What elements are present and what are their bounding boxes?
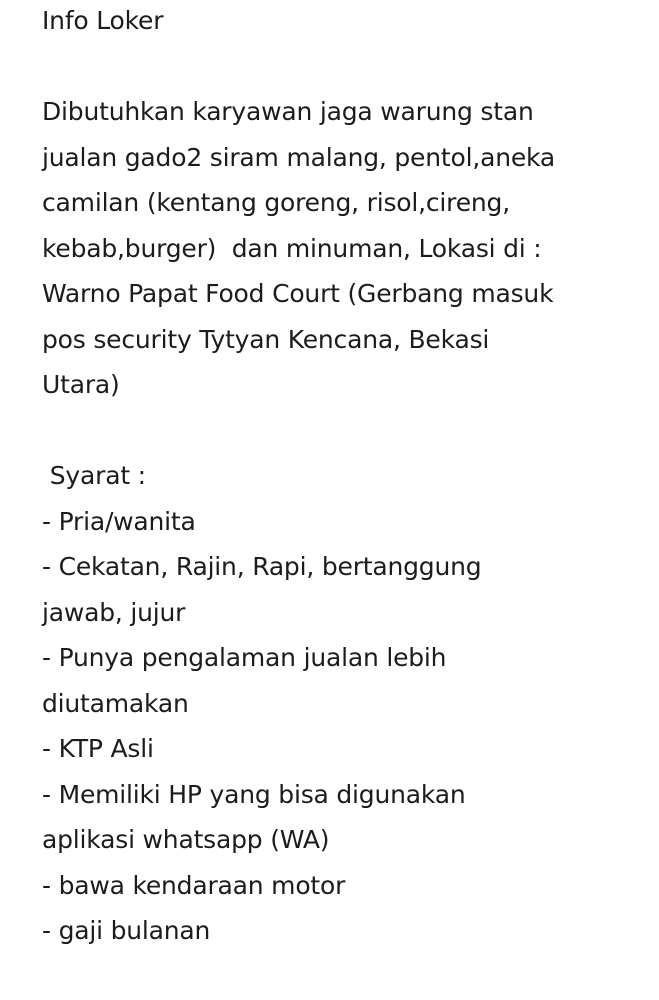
- requirement-line: - bawa kendaraan motor: [42, 870, 346, 900]
- requirements-list: [42, 499, 642, 954]
- description-line: pos security Tytyan Kencana, Bekasi: [42, 324, 490, 354]
- job-info-note: [42, 0, 642, 954]
- requirements-heading: Syarat :: [42, 461, 146, 490]
- blank-line: [42, 408, 642, 454]
- requirement-line: - Memiliki HP yang bisa digunakan: [42, 779, 466, 809]
- requirement-line: aplikasi whatsapp (WA): [42, 825, 330, 854]
- description-block: [42, 89, 642, 408]
- description-line: kebab,burger) dan minuman, Lokasi di :: [42, 233, 542, 263]
- blank-line: [42, 44, 642, 90]
- requirement-line: - Cekatan, Rajin, Rapi, bertanggung: [42, 552, 482, 581]
- requirement-line: - Pria/wanita: [42, 506, 196, 536]
- requirement-line: - KTP Asli: [42, 734, 154, 763]
- requirement-line: jawab, jujur: [42, 597, 186, 627]
- description-line: Dibutuhkan karyawan jaga warung stan: [42, 97, 534, 126]
- description-line: Warno Papat Food Court (Gerbang masuk: [42, 279, 554, 308]
- requirement-line: - gaji bulanan: [42, 916, 211, 945]
- requirement-line: - Punya pengalaman jualan lebih: [42, 643, 447, 672]
- requirement-line: diutamakan: [42, 688, 189, 718]
- note-title: Info Loker: [42, 6, 164, 35]
- description-line: camilan (kentang goreng, risol,cireng,: [42, 188, 510, 217]
- description-line: Utara): [42, 370, 120, 399]
- description-line: jualan gado2 siram malang, pentol,aneka: [42, 142, 555, 172]
